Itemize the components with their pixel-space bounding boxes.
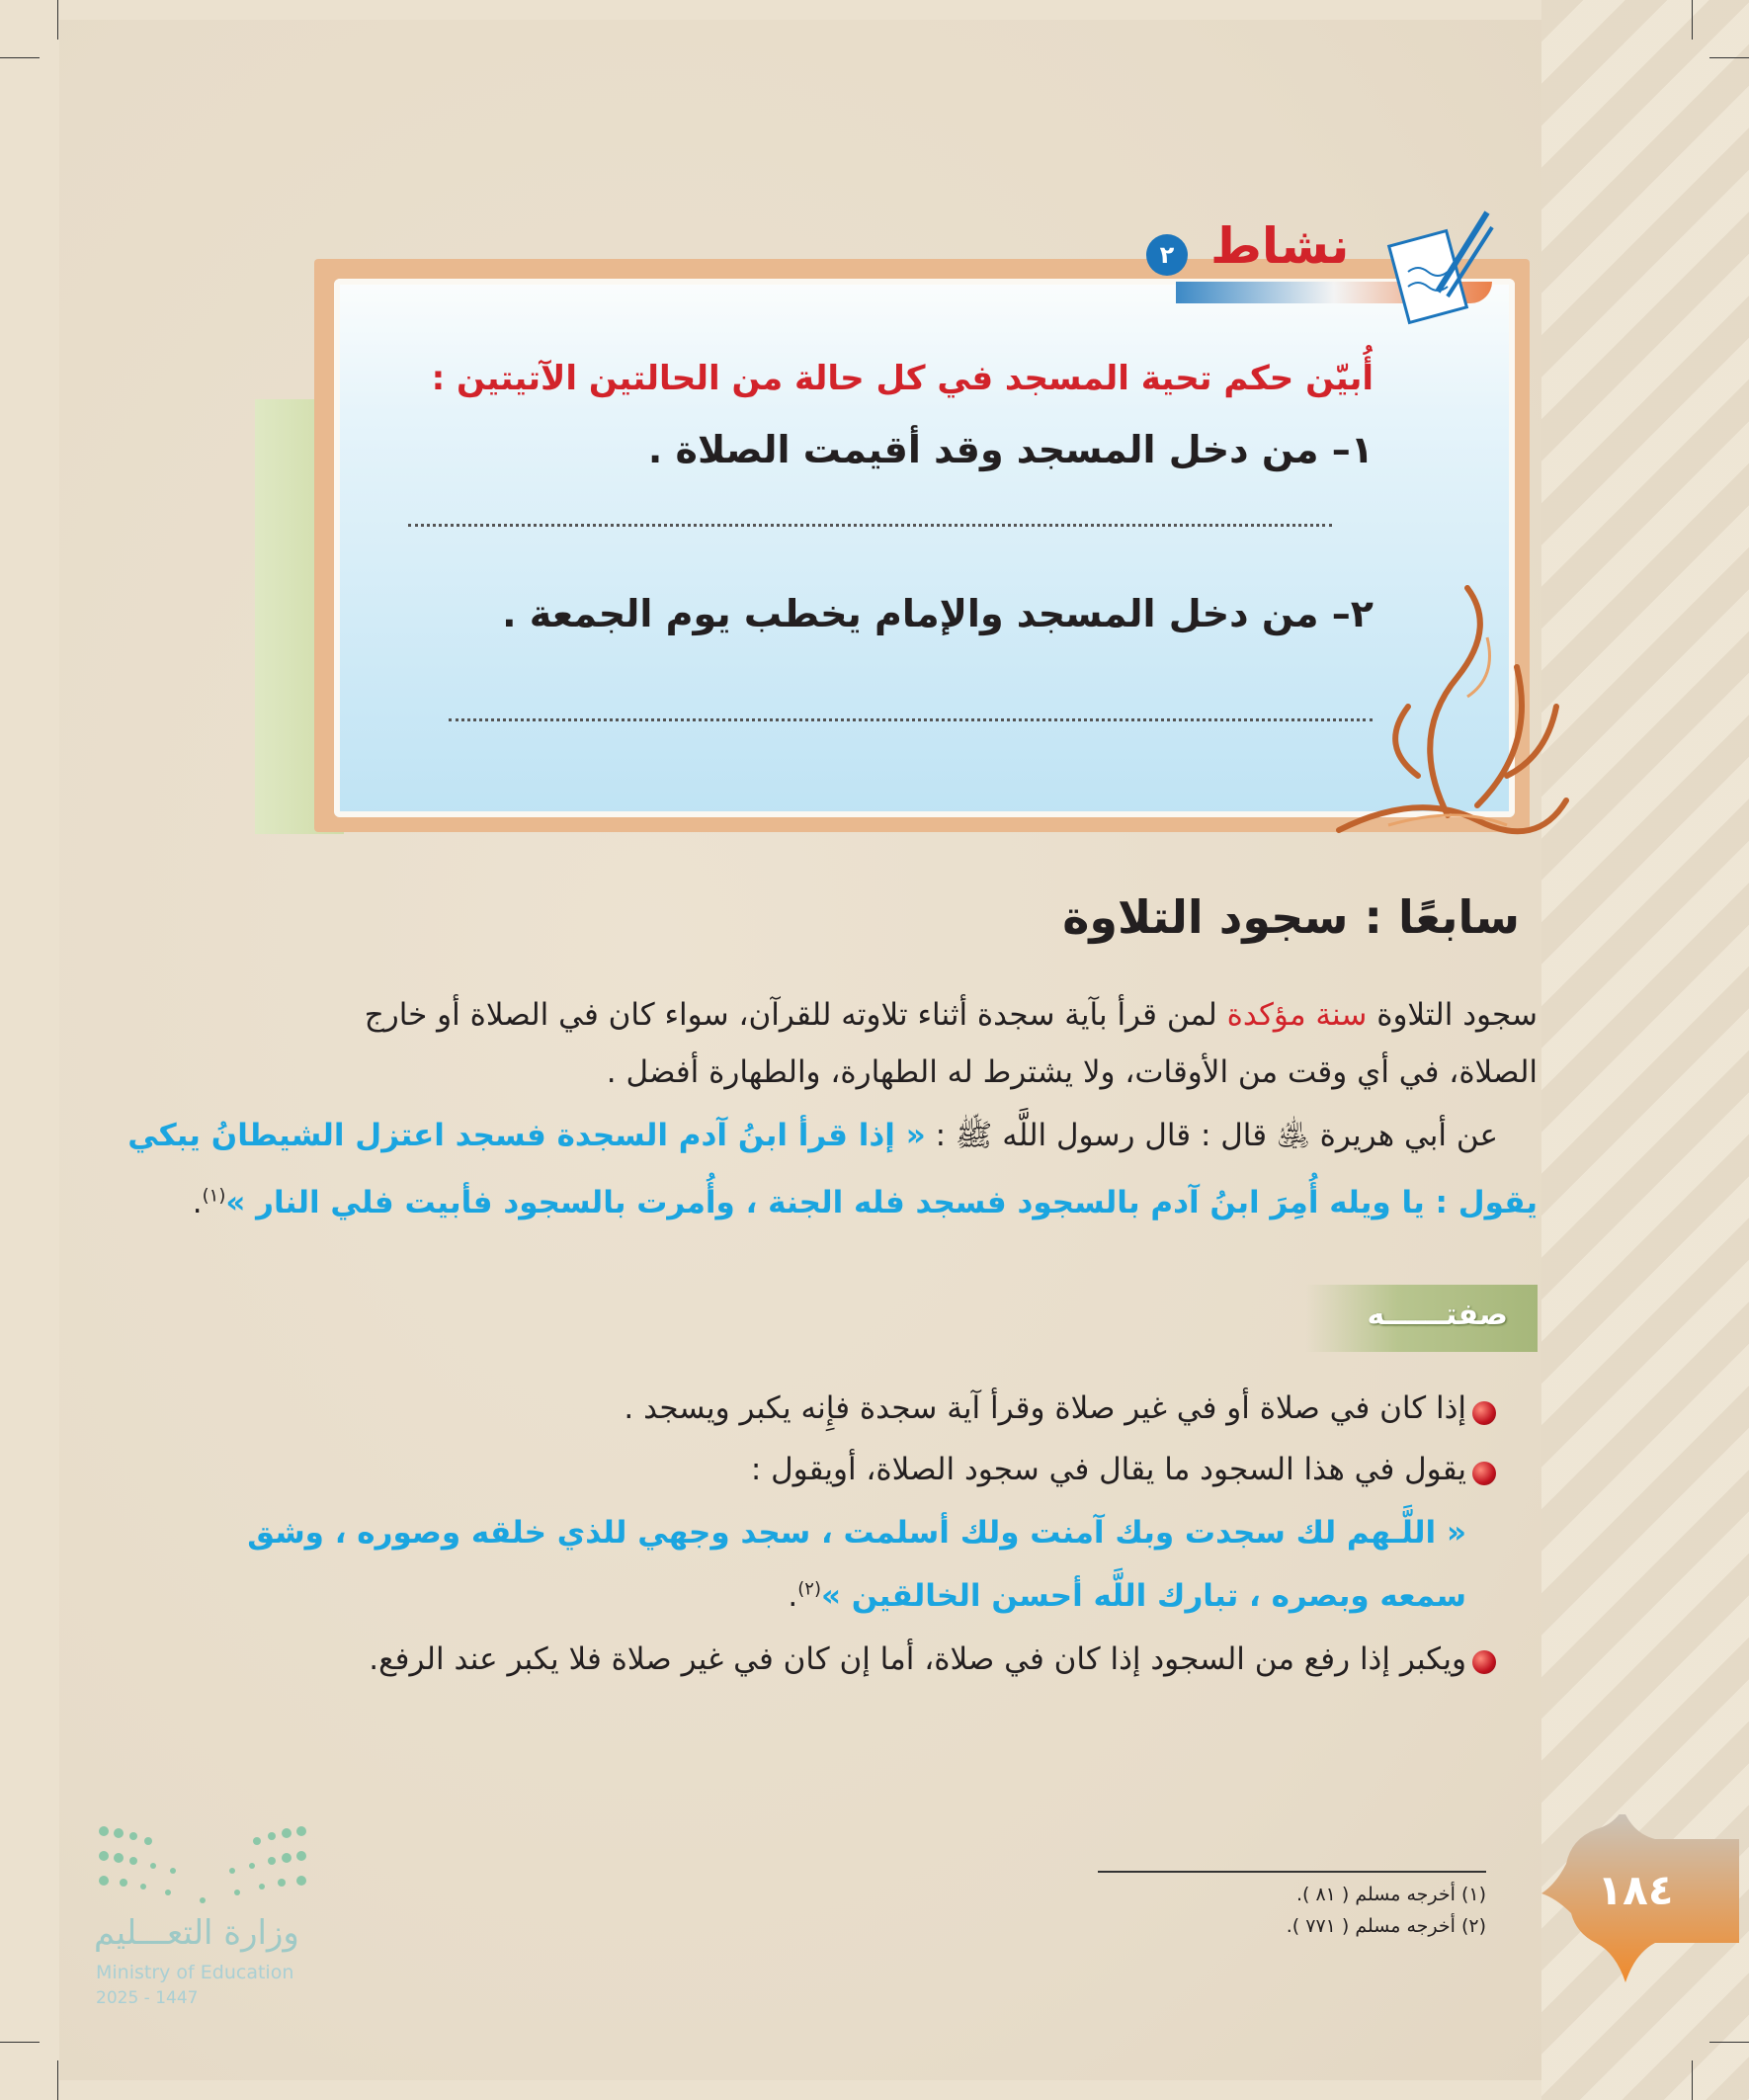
footnote-ref[interactable]: (٢)	[797, 1578, 821, 1600]
crop-mark	[1692, 0, 1693, 40]
bullet-icon	[1472, 1650, 1496, 1674]
ministry-name-english: Ministry of Education	[96, 1962, 294, 1983]
crop-mark	[0, 57, 40, 58]
footnote-2: (٢) أخرجه مسلم ( ٧٧١ ).	[1286, 1915, 1486, 1937]
subheading-bar	[1305, 1285, 1538, 1352]
paragraph-line: الصلاة، في أي وقت من الأوقات، ولا يشترط له الطهارة، والطهارة أفضل .	[606, 1054, 1538, 1090]
hadith-line-2	[193, 1184, 1538, 1222]
pen-paper-icon	[1369, 203, 1497, 331]
activity-item-1: ١– من دخل المسجد وقد أقيمت الصلاة .	[647, 428, 1374, 471]
bullet-icon	[1472, 1462, 1496, 1485]
crop-mark	[1709, 57, 1749, 58]
bullet-item-3: ويكبر إذا رفع من السجود إذا كان في صلاة، أما إن كان في غير صلاة فلا يكبر عند الرفع.	[369, 1641, 1466, 1677]
bullet-item-2: يقول في هذا السجود ما يقال في سجود الصلاة، أويقول :	[750, 1452, 1466, 1487]
subheading-label: صفتــــــه	[1367, 1298, 1508, 1332]
period: .	[192, 1185, 203, 1220]
hadith-quote: يقول : يا ويله أُمِرَ ابنُ آدم بالسجود فسجد فله الجنة ، وأُمرت بالسجود فأبيت فلي النار »	[225, 1185, 1538, 1220]
text: لمن قرأ بآية سجدة أثناء تلاوته للقرآن، سواء كان في الصلاة أو خارج	[364, 997, 1227, 1033]
crop-mark	[1692, 2060, 1693, 2100]
period: .	[788, 1578, 798, 1614]
ministry-logo-icon	[94, 1821, 311, 1910]
bullet-item-1: إذا كان في صلاة أو في غير صلاة وقرأ آية سجدة فإِنه يكبر ويسجد .	[624, 1390, 1466, 1426]
dua-line-2	[788, 1577, 1466, 1616]
hadith-quote: « إذا قرأ ابنُ آدم السجدة فسجد اعتزل الشيطانُ يبكي	[127, 1118, 926, 1153]
footnote-ref[interactable]: (١)	[202, 1185, 226, 1207]
activity-item-2: ٢– من دخل المسجد والإمام يخطب يوم الجمعة .	[502, 592, 1374, 635]
activity-number: ٢	[1146, 234, 1188, 276]
paragraph-line	[365, 996, 1538, 1035]
footnote-1: (١) أخرجه مسلم ( ٨١ ).	[1295, 1884, 1486, 1905]
activity-instruction: أُبيّن حكم تحية المسجد في كل حالة من الحالتين الآتيتين :	[431, 359, 1374, 398]
text: سجود التلاوة	[1367, 997, 1538, 1033]
page-number: ١٨٤	[1597, 1866, 1674, 1914]
dua-line-1: « اللَّـهم لك سجدت وبك آمنت ولك أسلمت ، سجد وجهي للذي خلقه وصوره ، وشق	[247, 1515, 1466, 1551]
highlight-text: سنة مؤكدة	[1226, 997, 1368, 1033]
crop-mark	[0, 2042, 40, 2043]
ministry-name-arabic: وزارة التعـــليم	[94, 1913, 299, 1953]
bullet-icon	[1472, 1401, 1496, 1425]
hadith-intro: عن أبي هريرة ﵁ قال : قال رسول اللَّه ﷺ :	[925, 1118, 1498, 1153]
hadith-line-1	[127, 1117, 1498, 1155]
dua-text: سمعه وبصره ، تبارك اللَّه أحسن الخالقين »	[820, 1578, 1466, 1614]
crop-mark	[57, 2060, 58, 2100]
section-heading: سابعًا : سجود التلاوة	[1062, 890, 1520, 944]
decorative-border	[1541, 0, 1749, 2100]
crop-mark	[57, 0, 58, 40]
footnote-divider	[1098, 1871, 1486, 1873]
floral-ornament	[1329, 578, 1576, 845]
activity-title: نشاط	[1210, 217, 1350, 275]
ministry-year: 2025 - 1447	[96, 1988, 199, 2008]
answer-line-1[interactable]	[408, 524, 1332, 527]
crop-mark	[1709, 2042, 1749, 2043]
answer-line-2[interactable]	[449, 718, 1373, 721]
